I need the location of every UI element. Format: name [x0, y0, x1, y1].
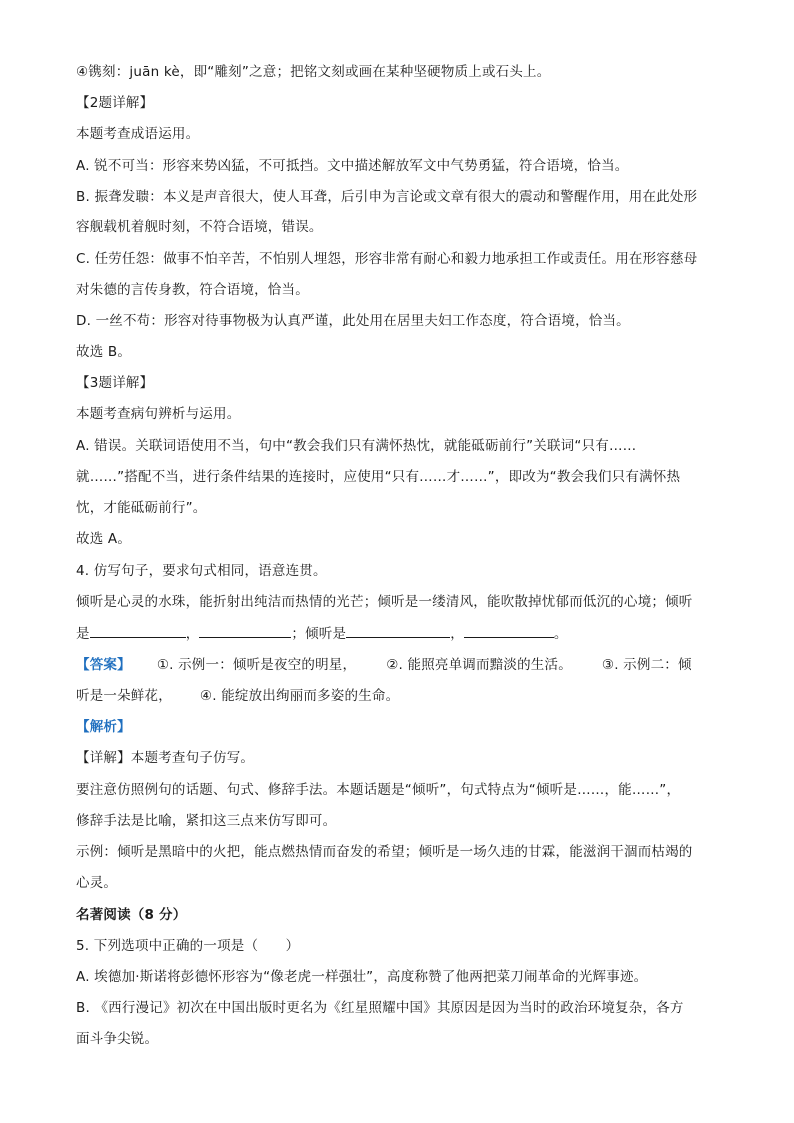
text-fragment: 。 — [553, 626, 568, 642]
text-fragment: ， — [450, 626, 464, 642]
section-title: 名著阅读（8 分） — [76, 907, 187, 923]
option-b: B. 《西行漫记》初次在中国出版时更名为《红星照耀中国》其原因是因为当时的政治环境复杂，各方 — [76, 1000, 684, 1016]
text-fragment: ， — [185, 626, 200, 642]
fill-blank-line — [76, 623, 568, 644]
text-line: D. 一丝不苟：形容对待事物极为认真严谨，此处用在居里夫妇工作态度，符合语境，恰当。 — [76, 313, 630, 329]
text-line: 容舰载机着舰时刻，不符合语境，错误。 — [76, 219, 323, 235]
analysis-label: 【解析】 — [76, 719, 131, 735]
text-line: 本题考查病句辨析与运用。 — [76, 406, 241, 422]
answer-line — [76, 655, 692, 675]
text-line: 故选 A。 — [76, 531, 132, 547]
question-5: 5. 下列选项中正确的一项是（ ） — [76, 938, 300, 954]
answer-part-3: ③. 示例二：倾 — [601, 657, 692, 673]
text-line: 示例：倾听是黑暗中的火把，能点燃热情而奋发的希望；倾听是一场久违的甘霖，能滋润干涸而枯竭的 — [76, 844, 693, 860]
text-line: C. 任劳任怨：做事不怕辛苦，不怕别人埋怨，形容非常有耐心和毅力地承担工作或责任。用在形容慈母 — [76, 251, 698, 267]
blank-4 — [464, 623, 554, 638]
text-fragment: 是 — [76, 626, 90, 642]
answer-part-2: ②. 能照亮单调而黯淡的生活。 — [386, 657, 572, 673]
blank-3 — [346, 623, 450, 638]
text-line: ④镌刻：juān kè，即“雕刻”之意；把铭文刻或画在某种坚硬物质上或石头上。 — [76, 64, 551, 80]
text-line: B. 振聋发聩：本义是声音很大，使人耳聋，后引申为言论或文章有很大的震动和警醒作用，用在此处形 — [76, 189, 698, 205]
text-line: 心灵。 — [76, 875, 118, 891]
text-line: A. 错误。关联词语使用不当，句中“教会我们只有满怀热忱，就能砥砺前行”关联词“只有…… — [76, 438, 637, 454]
answer-part-1: ①. 示例一：倾听是夜空的明星， — [156, 657, 357, 673]
blank-1 — [90, 623, 186, 638]
text-line: 对朱德的言传身教，符合语境，恰当。 — [76, 282, 309, 298]
section-heading: 【2题详解】 — [76, 95, 154, 111]
text-line: 忱，才能砥砺前行”。 — [76, 500, 207, 516]
text-line: A. 锐不可当：形容来势凶猛，不可抵挡。文中描述解放军文中气势勇猛，符合语境，恰当。 — [76, 158, 629, 174]
answer-label: 【答案】 — [76, 657, 131, 673]
option-a: A. 埃德加·斯诺将彭德怀形容为“像老虎一样强壮”，高度称赞了他两把菜刀闹革命的光辉事迹。 — [76, 969, 648, 985]
answer-part-4: 听是一朵鲜花， — [76, 688, 172, 704]
text-line: 修辞手法是比喻，紧扣这三点来仿写即可。 — [76, 813, 337, 829]
question-4: 4. 仿写句子，要求句式相同，语意连贯。 — [76, 563, 327, 579]
text-line: 要注意仿照例句的话题、句式、修辞手法。本题话题是“倾听”，句式特点为“倾听是……，能……”， — [76, 782, 681, 798]
text-line: 倾听是心灵的水珠，能折射出纯洁而热情的光芒；倾听是一缕清风，能吹散掉忧郁而低沉的心境；倾听 — [76, 594, 693, 610]
answer-line — [76, 686, 399, 706]
text-fragment: ；倾听是 — [291, 626, 347, 642]
text-line: 就……”搭配不当，进行条件结果的连接时，应使用“只有……才……”，即改为“教会我们只有满怀热 — [76, 469, 681, 485]
text-line: 【详解】本题考查句子仿写。 — [76, 750, 255, 766]
section-heading: 【3题详解】 — [76, 375, 154, 391]
text-line: 故选 B。 — [76, 344, 132, 360]
text-line: 面斗争尖锐。 — [76, 1031, 159, 1047]
answer-part-5: ④. 能绽放出绚丽而多姿的生命。 — [199, 688, 400, 704]
text-line: 本题考查成语运用。 — [76, 126, 200, 142]
blank-2 — [199, 623, 291, 638]
